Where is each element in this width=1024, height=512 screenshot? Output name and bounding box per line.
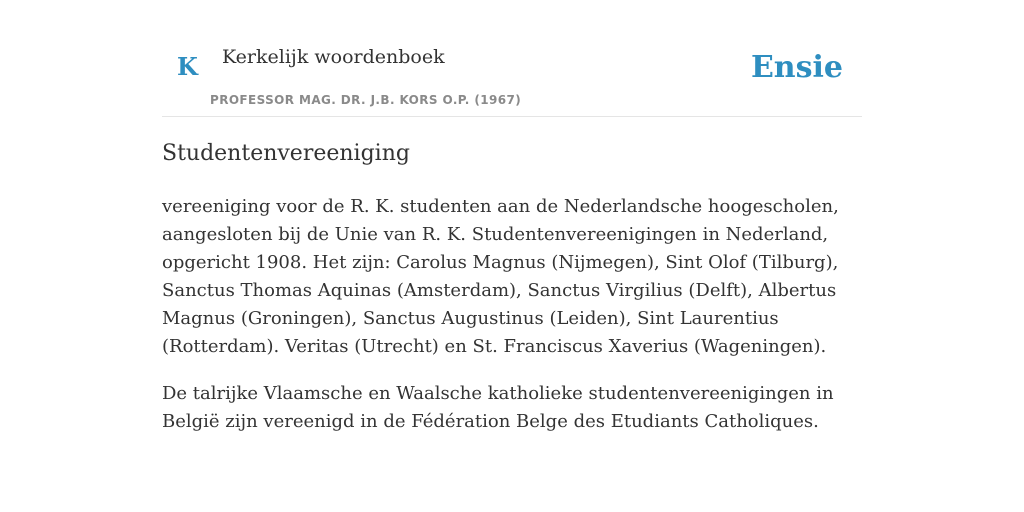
- entry-title: Studentenvereeniging: [162, 141, 410, 166]
- entry-paragraph: De talrijke Vlaamsche en Waalsche katholieke studentenvereenigingen in België zijn vereenigd in de Fédération Belge des Etudiants Catholiques.: [162, 383, 834, 432]
- ensie-logo[interactable]: Ensie: [750, 50, 843, 85]
- book-author: PROFESSOR MAG. DR. J.B. KORS O.P. (1967): [210, 93, 522, 107]
- book-header: [162, 0, 862, 117]
- page: [162, 0, 862, 512]
- entry-body: [162, 193, 862, 455]
- book-title[interactable]: Kerkelijk woordenboek: [222, 46, 445, 68]
- entry-paragraph: vereeniging voor de R. K. studenten aan de Nederlandsche hoogescholen, aangesloten bij de Unie van R. K. Studentenvereenigingen in Nederland, opgericht 1908. Het zijn: Carolus Magnus (Nijmegen), Sint Olof (Tilburg), Sanctus Thomas Aquinas (Amsterdam), Sanctus Virgilius (Delft), Albertus Magnus (Groningen), Sanctus Augustinus (Leiden), Sint Laurentius (Rotterdam). Veritas (Utrecht) en St. Franciscus Xaverius (Wageningen).: [162, 196, 839, 357]
- book-logo-icon[interactable]: K: [177, 52, 198, 81]
